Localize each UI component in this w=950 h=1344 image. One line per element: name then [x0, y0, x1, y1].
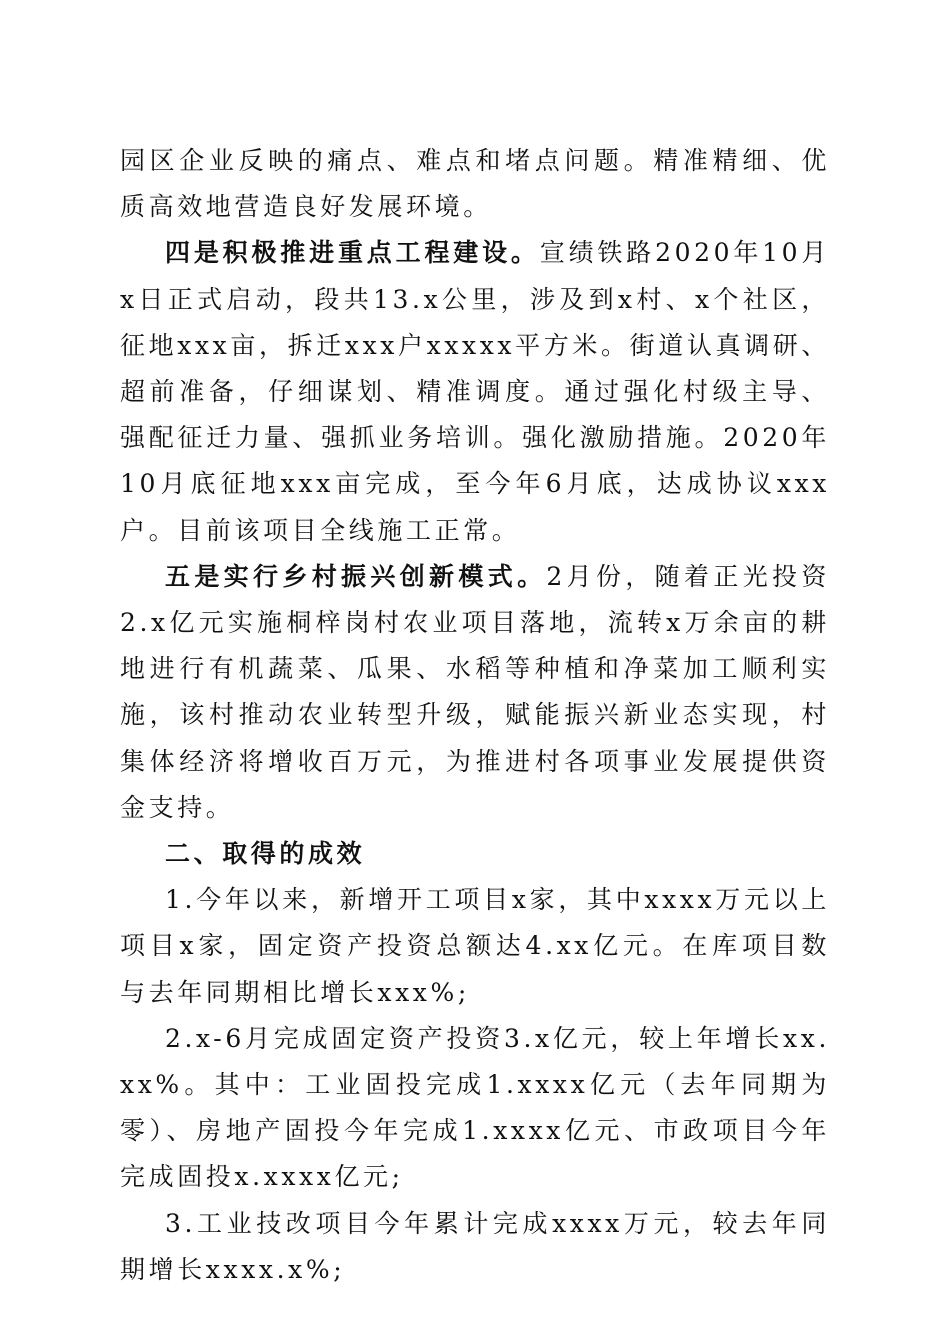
- paragraph-lead: 五是实行乡村振兴创新模式。: [165, 561, 547, 591]
- paragraph-continuation: 园区企业反映的痛点、难点和堵点问题。精准精细、优质高效地营造良好发展环境。: [120, 146, 830, 222]
- result-item-3: 3.工业技改项目今年累计完成xxxx万元，较去年同期增长xxxx.x%;: [120, 1208, 830, 1284]
- paragraph-key-project: [120, 230, 830, 553]
- result-item-2: 2.x-6月完成固定资产投资3.x亿元，较上年增长xx.xx%。其中：工业固投完成1.xxxx亿元（去年同期为零）、房地产固投今年完成1.xxxx亿元、市政项目今年完成固投x.xxxx亿元;: [120, 1023, 830, 1192]
- document-page: [120, 138, 830, 1293]
- paragraph-body: 宣绩铁路2020年10月x日正式启动，段共13.x公里，涉及到x村、x个社区，征地xxx亩，拆迁xxx户xxxxx平方米。街道认真调研、超前准备，仔细谋划、精准调度。通过强化村级主导、强配征迁力量、强抓业务培训。强化激励措施。2020年10月底征地xxx亩完成，至今年6月底，达成协议xxx户。目前该项目全线施工正常。: [120, 238, 830, 545]
- paragraph-lead: 四是积极推进重点工程建设。: [165, 238, 540, 268]
- section-heading: 二、取得的成效: [165, 839, 366, 869]
- result-item-1: 1.今年以来，新增开工项目x家，其中xxxx万元以上项目x家，固定资产投资总额达4.xx亿元。在库项目数与去年同期相比增长xxx%;: [120, 885, 830, 1007]
- paragraph-rural-revitalization: [120, 554, 830, 831]
- paragraph-body: 2月份，随着正光投资2.x亿元实施桐梓岗村农业项目落地，流转x万余亩的耕地进行有机蔬菜、瓜果、水稻等种植和净菜加工顺利实施，该村推动农业转型升级，赋能振兴新业态实现，村集体经济将增收百万元，为推进村各项事业发展提供资金支持。: [120, 561, 830, 822]
